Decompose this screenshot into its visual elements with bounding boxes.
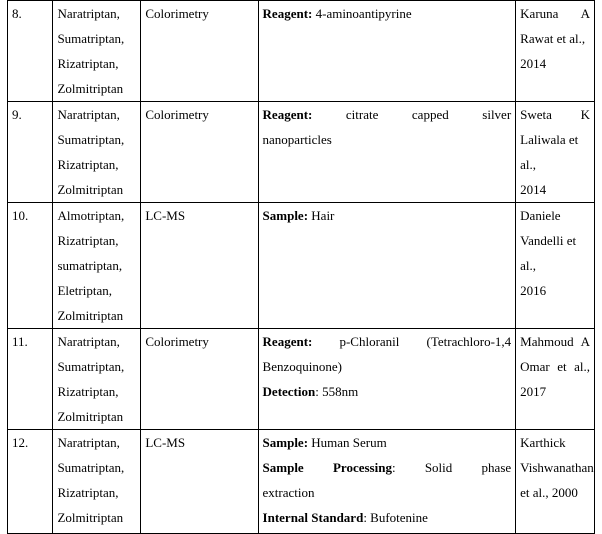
detail-line — [263, 430, 512, 455]
drug-name: Rizatriptan, — [57, 157, 119, 172]
table-row — [8, 430, 595, 534]
drug-name: Rizatriptan, — [57, 56, 119, 71]
detail-label: Sample: — [262, 208, 309, 223]
reference-line: Karuna A — [520, 6, 590, 21]
drug-name: Sumatriptan, — [57, 132, 125, 147]
drug-name: Zolmitriptan — [57, 409, 124, 424]
detail-continuation: extraction — [262, 485, 315, 500]
detail-text: Human Serum — [308, 435, 387, 450]
drug-name: Zolmitriptan — [57, 510, 124, 525]
drug-name: Naratriptan, — [57, 334, 120, 349]
row-number — [8, 1, 53, 102]
method-text: Colorimetry — [145, 107, 209, 122]
detail-line — [263, 203, 512, 228]
details-cell — [258, 430, 516, 534]
reference-line: Omar et al., — [520, 359, 590, 374]
drugs-cell — [53, 329, 141, 430]
detail-text: p-Chloranil (Tetrachloro-1,4 — [312, 334, 512, 349]
drug-name: Zolmitriptan — [57, 81, 124, 96]
details-cell — [258, 1, 516, 102]
method-cell — [141, 1, 258, 102]
method-text: LC-MS — [145, 435, 186, 450]
row-number-text: 12. — [12, 435, 29, 450]
reference-line: Mahmoud A — [520, 334, 590, 349]
detail-line — [263, 455, 512, 480]
details-cell — [258, 102, 516, 203]
row-number-text: 11. — [12, 334, 28, 349]
detail-text: 4-aminoantipyrine — [312, 6, 412, 21]
drugs-cell — [53, 1, 141, 102]
method-text: Colorimetry — [145, 6, 209, 21]
detail-label: Reagent: — [262, 334, 313, 349]
drug-name: Sumatriptan, — [57, 460, 125, 475]
detail-label: Sample Processing — [262, 460, 392, 475]
drug-name: sumatriptan, — [57, 258, 123, 273]
method-cell — [141, 102, 258, 203]
table-row — [8, 1, 595, 102]
detail-line — [263, 102, 512, 127]
reference-line: Vandelli et al., — [520, 233, 577, 273]
detail-text: Hair — [308, 208, 335, 223]
reference-line: 2014 — [520, 56, 547, 71]
table-row — [8, 329, 595, 430]
reference-cell — [516, 430, 595, 534]
drug-name: Rizatriptan, — [57, 233, 119, 248]
reference-line: 2014 — [520, 182, 547, 197]
reference-line: 2017 — [520, 384, 547, 399]
detail-continuation: Benzoquinone) — [262, 359, 342, 374]
detail-text: : Solid phase — [391, 460, 512, 475]
row-number-text: 10. — [12, 208, 29, 223]
row-number-text: 9. — [12, 107, 22, 122]
row-number — [8, 430, 53, 534]
drug-name: Naratriptan, — [57, 107, 120, 122]
drug-name: Eletriptan, — [57, 283, 112, 298]
detail-label: Sample: — [262, 435, 309, 450]
detail-text: : Bufotenine — [363, 510, 428, 525]
detail-label: Internal Standard — [262, 510, 364, 525]
drug-name: Zolmitriptan — [57, 308, 124, 323]
row-number — [8, 102, 53, 203]
method-cell — [141, 203, 258, 329]
reference-line: 2016 — [520, 283, 547, 298]
detail-label: Reagent: — [262, 6, 313, 21]
reference-line: Laliwala et al., — [520, 132, 579, 172]
detail-line — [263, 329, 512, 354]
detail-label: Reagent: — [262, 107, 313, 122]
reference-cell — [516, 1, 595, 102]
row-number-text: 8. — [12, 6, 22, 21]
drug-name: Sumatriptan, — [57, 359, 125, 374]
drugs-cell — [53, 430, 141, 534]
detail-text: : 558nm — [315, 384, 359, 399]
drugs-cell — [53, 102, 141, 203]
detail-line — [263, 505, 512, 530]
reference-line: Daniele — [520, 208, 561, 223]
reference-line: Rawat et al., — [520, 31, 586, 46]
drug-name: Almotriptan, — [57, 208, 125, 223]
drug-name: Sumatriptan, — [57, 31, 125, 46]
row-number — [8, 203, 53, 329]
methods-table — [7, 0, 595, 534]
detail-continuation: nanoparticles — [262, 132, 332, 147]
method-text: Colorimetry — [145, 334, 209, 349]
drug-name: Zolmitriptan — [57, 182, 124, 197]
table-row — [8, 203, 595, 329]
drug-name: Naratriptan, — [57, 6, 120, 21]
reference-line: et al., 2000 — [520, 485, 578, 500]
details-cell — [258, 203, 516, 329]
drug-name: Rizatriptan, — [57, 384, 119, 399]
method-cell — [141, 430, 258, 534]
method-text: LC-MS — [145, 208, 186, 223]
method-cell — [141, 329, 258, 430]
reference-cell — [516, 203, 595, 329]
row-number — [8, 329, 53, 430]
reference-line: Vishwanathan — [520, 460, 594, 475]
reference-cell — [516, 329, 595, 430]
drugs-cell — [53, 203, 141, 329]
reference-line: Sweta K — [520, 107, 590, 122]
detail-text: citrate capped silver — [312, 107, 512, 122]
detail-label: Detection — [262, 384, 316, 399]
drug-name: Rizatriptan, — [57, 485, 119, 500]
drug-name: Naratriptan, — [57, 435, 120, 450]
reference-cell — [516, 102, 595, 203]
table-row — [8, 102, 595, 203]
details-cell — [258, 329, 516, 430]
detail-line — [263, 379, 512, 404]
reference-line: Karthick — [520, 435, 566, 450]
detail-line — [263, 1, 512, 26]
